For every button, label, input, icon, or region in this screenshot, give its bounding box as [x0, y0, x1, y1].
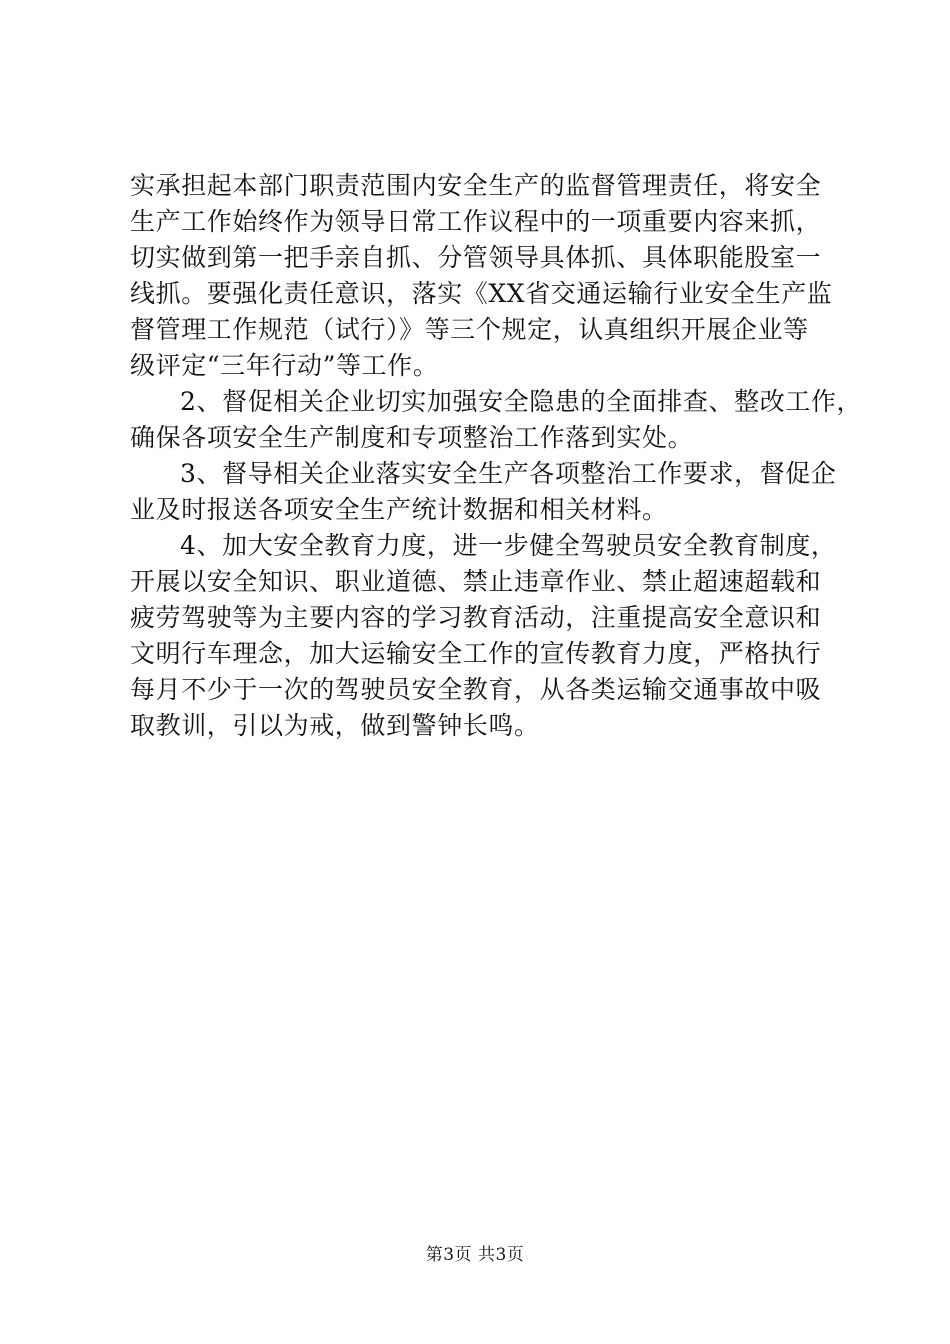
text-line: 生产工作始终作为领导日常工作议程中的一项重要内容来抓，	[130, 207, 822, 236]
text-line: 切实做到第一把手亲自抓、分管领导具体抓、具体职能股室一	[130, 243, 822, 272]
text-line: 确保各项安全生产制度和专项整治工作落到实处。	[130, 423, 694, 452]
text-line-item-3-start: 3、督导相关企业落实安全生产各项整治工作要求，督促企	[180, 459, 837, 488]
text-line: 开展以安全知识、职业道德、禁止违章作业、禁止超速超载和	[130, 567, 822, 596]
text-line: 取教训，引以为戒，做到警钟长鸣。	[130, 711, 540, 740]
page-number-footer: 第3页 共3页	[425, 1245, 525, 1265]
document-body	[130, 168, 863, 744]
text-line: 疲劳驾驶等为主要内容的学习教育活动，注重提高安全意识和	[130, 603, 822, 632]
text-line: 线抓。要强化责任意识，落实《XX省交通运输行业安全生产监	[130, 279, 833, 308]
text-line: 文明行车理念，加大运输安全工作的宣传教育力度，严格执行	[130, 639, 822, 668]
text-line: 实承担起本部门职责范围内安全生产的监督管理责任，将安全	[130, 171, 822, 200]
text-line: 级评定“三年行动”等工作。	[130, 351, 439, 380]
text-line-item-2-start: 2、督促相关企业切实加强安全隐患的全面排查、整改工作，	[180, 387, 863, 416]
text-line: 每月不少于一次的驾驶员安全教育，从各类运输交通事故中吸	[130, 675, 822, 704]
text-line: 督管理工作规范（试行）》等三个规定，认真组织开展企业等	[130, 315, 809, 344]
text-line-item-4-start: 4、加大安全教育力度，进一步健全驾驶员安全教育制度，	[180, 531, 837, 560]
text-line: 业及时报送各项安全生产统计数据和相关材料。	[130, 495, 668, 524]
